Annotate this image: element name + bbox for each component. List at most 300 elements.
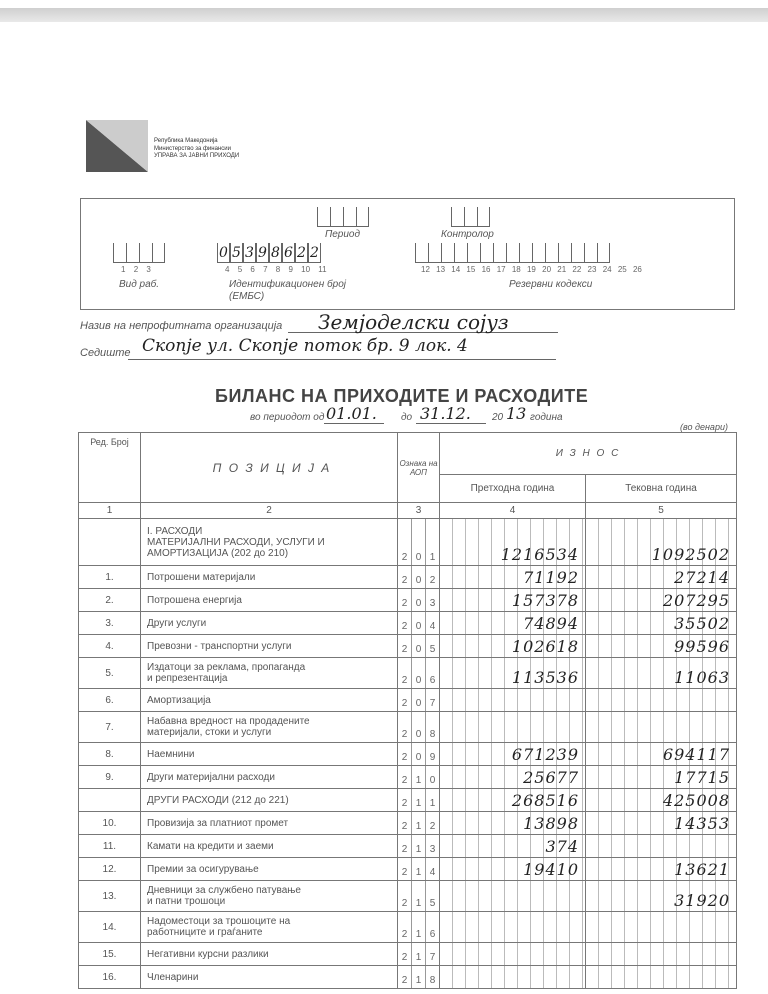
curr-amount-cells — [586, 943, 736, 965]
idx-4: 4 — [440, 503, 586, 519]
code-index-num: 3 — [146, 265, 151, 274]
prev-amount-value: 157378 — [511, 591, 579, 610]
code-index-num: 2 — [133, 265, 139, 274]
reserve-cell[interactable] — [558, 243, 571, 263]
curr-amount-value: 31920 — [674, 891, 731, 910]
col-curr-header: Тековна година — [586, 475, 737, 503]
row-curr-amount[interactable] — [586, 689, 737, 712]
row-prev-amount[interactable] — [440, 519, 586, 566]
row-curr-amount[interactable] — [586, 881, 737, 912]
row-curr-amount[interactable] — [586, 812, 737, 835]
code-index-num: 19 — [526, 265, 536, 274]
curr-amount-cells — [586, 966, 736, 988]
aop-code — [398, 766, 439, 788]
code-index-num: 13 — [436, 265, 446, 274]
aop-digit: 2 — [401, 698, 408, 709]
org-name-label: Назив на непрофитната организација — [80, 320, 283, 332]
aop-digit: 2 — [401, 729, 408, 740]
row-prev-amount[interactable] — [440, 566, 586, 589]
prev-amount-cells — [440, 943, 585, 965]
row-label — [141, 612, 398, 635]
reserve-cell[interactable] — [480, 243, 493, 263]
period-to-label: до — [401, 412, 413, 423]
aop-code — [398, 589, 439, 611]
row-label — [141, 658, 398, 689]
row-aop — [398, 635, 440, 658]
aop-digit: 0 — [411, 689, 425, 711]
aop-digit: 0 — [411, 635, 425, 657]
row-label-text: ДРУГИ РАСХОДИ (212 до 221) — [147, 794, 289, 806]
row-prev-amount[interactable] — [440, 912, 586, 943]
row-label-text: Потрошена енергија — [147, 594, 242, 606]
row-prev-amount[interactable] — [440, 635, 586, 658]
aop-digit: 1 — [411, 881, 425, 911]
row-label-text: Потрошени материјали — [147, 571, 256, 583]
id-digit-cell[interactable]: 0 — [217, 243, 230, 263]
prev-amount-value: 13898 — [523, 814, 579, 833]
code-index-num: 14 — [451, 265, 461, 274]
row-prev-amount[interactable] — [440, 812, 586, 835]
year-prefix: 20 — [492, 412, 504, 423]
row-aop — [398, 689, 440, 712]
year-label: година — [530, 412, 563, 423]
ministry-logo-icon — [86, 120, 148, 172]
curr-amount-cells — [586, 658, 736, 688]
row-label-text: Амортизација — [147, 694, 211, 706]
reserve-cell[interactable] — [493, 243, 506, 263]
row-prev-amount[interactable] — [440, 712, 586, 743]
curr-amount-cells — [586, 835, 736, 857]
row-curr-amount[interactable] — [586, 612, 737, 635]
row-num — [79, 519, 141, 566]
row-aop — [398, 858, 440, 881]
aop-digit: 0 — [411, 612, 425, 634]
row-label — [141, 589, 398, 612]
org-seat-label: Седиште — [80, 347, 131, 359]
table-row — [79, 858, 737, 881]
prev-amount-cells — [440, 766, 585, 788]
aop-digit: 9 — [425, 743, 439, 765]
table-row — [79, 789, 737, 812]
row-num: 4. — [79, 635, 141, 658]
prev-amount-value: 71192 — [523, 568, 579, 587]
reserve-cell[interactable] — [532, 243, 545, 263]
idx-2: 2 — [141, 503, 398, 519]
column-index-row — [79, 503, 737, 519]
row-label — [141, 943, 398, 966]
curr-amount-cells — [586, 743, 736, 765]
aop-digit: 4 — [425, 612, 439, 634]
idx-1: 1 — [79, 503, 141, 519]
row-num: 10. — [79, 812, 141, 835]
code-index-num: 10 — [301, 265, 311, 274]
row-curr-amount[interactable] — [586, 858, 737, 881]
aop-digit: 3 — [425, 835, 439, 857]
row-label-text: Наемнини — [147, 748, 195, 760]
prev-amount-value: 25677 — [523, 768, 579, 787]
code-index-num: 24 — [602, 265, 612, 274]
row-prev-amount[interactable] — [440, 881, 586, 912]
aop-code — [398, 912, 439, 942]
prev-amount-value: 113536 — [511, 668, 579, 687]
table-row — [79, 712, 737, 743]
code-index-num: 20 — [542, 265, 552, 274]
id-digit-cell[interactable]: 6 — [282, 243, 295, 263]
table-row — [79, 766, 737, 789]
code-index-num: 15 — [466, 265, 476, 274]
controller-cells[interactable] — [451, 207, 490, 227]
code-index-num: 22 — [572, 265, 582, 274]
aop-digit: 2 — [401, 621, 408, 632]
table-row — [79, 912, 737, 943]
aop-code — [398, 835, 439, 857]
row-label-text: Други материјални расходи — [147, 771, 275, 783]
aop-digit: 4 — [425, 858, 439, 880]
aop-digit: 5 — [425, 635, 439, 657]
curr-amount-cells — [586, 519, 736, 565]
prev-amount-cells — [440, 612, 585, 634]
curr-amount-value: 17715 — [674, 768, 731, 787]
prev-amount-cells — [440, 966, 585, 988]
balance-table — [78, 432, 737, 989]
curr-amount-value: 425008 — [662, 791, 731, 810]
aop-code — [398, 519, 439, 565]
aop-digit: 2 — [401, 867, 408, 878]
period-label: Период — [325, 229, 361, 240]
row-aop — [398, 943, 440, 966]
table-row — [79, 658, 737, 689]
row-aop — [398, 812, 440, 835]
row-label-text: Дневници за службено патување и патни трошоци — [147, 885, 301, 907]
row-label-text: Членарини — [147, 971, 199, 983]
prev-amount-cells — [440, 566, 585, 588]
prev-amount-cells — [440, 858, 585, 880]
row-prev-amount[interactable] — [440, 612, 586, 635]
row-aop — [398, 519, 440, 566]
org-seat-line — [128, 359, 556, 360]
code-index-num: 6 — [250, 265, 255, 274]
reserve-cell[interactable] — [415, 243, 428, 263]
row-prev-amount[interactable] — [440, 943, 586, 966]
prev-amount-cells — [440, 812, 585, 834]
aop-code — [398, 689, 439, 711]
aop-digit: 2 — [401, 552, 408, 563]
aop-digit: 2 — [401, 675, 408, 686]
col-aop-header: Ознака на АОП — [398, 433, 440, 503]
col-prev-header: Претходна година — [440, 475, 586, 503]
reserve-cell[interactable] — [454, 243, 467, 263]
row-prev-amount[interactable] — [440, 966, 586, 989]
aop-digit: 8 — [425, 966, 439, 988]
col-amount-header: И З Н О С — [440, 433, 737, 475]
row-num: 14. — [79, 912, 141, 943]
row-curr-amount[interactable] — [586, 912, 737, 943]
reserve-cell[interactable] — [428, 243, 441, 263]
code-index-num: 1 — [121, 265, 126, 274]
activity-cells[interactable] — [113, 243, 165, 263]
code-index-num: 8 — [275, 265, 281, 274]
id-digit-cell[interactable]: 2 — [308, 243, 321, 263]
aop-digit: 2 — [401, 752, 408, 763]
aop-digit: 2 — [401, 598, 408, 609]
curr-amount-cells — [586, 689, 736, 711]
row-num: 11. — [79, 835, 141, 858]
row-curr-amount[interactable] — [586, 743, 737, 766]
aop-code — [398, 566, 439, 588]
curr-amount-value: 99596 — [674, 637, 731, 656]
reserve-cell[interactable] — [597, 243, 610, 263]
prev-amount-cells — [440, 689, 585, 711]
row-label-text: Издатоци за реклама, пропаганда и репрезентација — [147, 662, 306, 684]
period-to-line — [416, 423, 486, 424]
curr-amount-cells — [586, 912, 736, 942]
row-aop — [398, 881, 440, 912]
aop-digit: 1 — [425, 519, 439, 565]
row-curr-amount[interactable] — [586, 519, 737, 566]
prev-amount-value: 1216534 — [500, 545, 579, 564]
code-index-num: 9 — [288, 265, 293, 274]
row-aop — [398, 835, 440, 858]
prev-amount-cells — [440, 589, 585, 611]
reserve-nums — [421, 265, 642, 274]
reserve-cell[interactable] — [545, 243, 558, 263]
row-curr-amount[interactable] — [586, 566, 737, 589]
code-index-num: 7 — [263, 265, 268, 274]
period-prefix: во периодот од — [250, 412, 325, 423]
aop-code — [398, 858, 439, 880]
aop-digit: 2 — [401, 844, 408, 855]
aop-digit: 6 — [425, 658, 439, 688]
row-prev-amount[interactable] — [440, 589, 586, 612]
prev-amount-cells — [440, 789, 585, 811]
row-label-text: I. РАСХОДИ МАТЕРИЈАЛНИ РАСХОДИ, УСЛУГИ И АМОРТИЗАЦИЈА (202 до 210) — [147, 525, 325, 559]
id-digit-cell[interactable]: 5 — [230, 243, 243, 263]
aop-digit: 2 — [401, 798, 408, 809]
aop-code — [398, 812, 439, 834]
reserve-cell[interactable] — [506, 243, 519, 263]
table-row — [79, 589, 737, 612]
controller-label: Контролор — [441, 229, 494, 240]
table-row — [79, 635, 737, 658]
row-curr-amount[interactable] — [586, 589, 737, 612]
reserve-cells[interactable] — [415, 243, 610, 263]
curr-amount-value: 13621 — [674, 860, 731, 879]
aop-digit: 1 — [411, 835, 425, 857]
row-label — [141, 519, 398, 566]
curr-amount-value: 27214 — [674, 568, 731, 587]
page-title: БИЛАНС НА ПРИХОДИТЕ И РАСХОДИТЕ — [215, 386, 589, 406]
table-row — [79, 566, 737, 589]
row-num: 15. — [79, 943, 141, 966]
row-label — [141, 712, 398, 743]
period-to[interactable]: 31.12. — [420, 404, 471, 423]
row-curr-amount[interactable] — [586, 943, 737, 966]
row-label — [141, 635, 398, 658]
code-index-num: 5 — [237, 265, 243, 274]
row-num: 13. — [79, 881, 141, 912]
row-label-text: Надоместоци за трошоците на работниците и граѓаните — [147, 916, 291, 938]
curr-amount-cells — [586, 881, 736, 911]
curr-amount-cells — [586, 766, 736, 788]
period-cells[interactable] — [317, 207, 369, 227]
org-name-value[interactable]: Земјоделски сојуз — [318, 310, 509, 334]
aop-digit: 0 — [411, 519, 425, 565]
row-label-text: Премии за осигурување — [147, 863, 259, 875]
row-num: 8. — [79, 743, 141, 766]
id-digit-cell[interactable]: 3 — [243, 243, 256, 263]
idx-3: 3 — [398, 503, 440, 519]
row-label — [141, 858, 398, 881]
aop-code — [398, 635, 439, 657]
table-row — [79, 835, 737, 858]
row-num: 2. — [79, 589, 141, 612]
year-suffix[interactable]: 13 — [506, 404, 527, 423]
aop-code — [398, 612, 439, 634]
id-digit-cell[interactable]: 2 — [295, 243, 308, 263]
row-curr-amount[interactable] — [586, 658, 737, 689]
reserve-label: Резервни кодекси — [509, 279, 593, 290]
code-index-num: 21 — [557, 265, 567, 274]
table-row — [79, 812, 737, 835]
reserve-cell[interactable] — [519, 243, 532, 263]
code-index-num: 11 — [318, 265, 327, 274]
reserve-cell[interactable] — [571, 243, 584, 263]
id-digit-cell[interactable]: 9 — [256, 243, 269, 263]
code-index-num: 25 — [617, 265, 627, 274]
prev-amount-cells — [440, 712, 585, 742]
prev-amount-cells — [440, 835, 585, 857]
row-label — [141, 566, 398, 589]
scan-top-edge — [0, 8, 768, 22]
curr-amount-value: 694117 — [662, 745, 731, 764]
row-num: 9. — [79, 766, 141, 789]
curr-amount-value: 1092502 — [651, 545, 731, 564]
row-curr-amount[interactable] — [586, 712, 737, 743]
row-curr-amount[interactable] — [586, 835, 737, 858]
row-curr-amount[interactable] — [586, 966, 737, 989]
col-position-header: П О З И Ц И Ј А — [141, 433, 398, 503]
id-label-embs: (ЕМБС) — [229, 291, 265, 302]
row-num: 12. — [79, 858, 141, 881]
row-label — [141, 881, 398, 912]
aop-code — [398, 789, 439, 811]
table-row — [79, 519, 737, 566]
reserve-cell[interactable] — [584, 243, 597, 263]
code-index-num: 26 — [632, 265, 642, 274]
aop-digit: 0 — [411, 658, 425, 688]
aop-digit: 0 — [411, 566, 425, 588]
row-num: 3. — [79, 612, 141, 635]
row-aop — [398, 743, 440, 766]
curr-amount-cells — [586, 789, 736, 811]
row-curr-amount[interactable] — [586, 766, 737, 789]
aop-digit: 1 — [425, 789, 439, 811]
aop-digit: 1 — [411, 789, 425, 811]
row-label-text: Негативни курсни разлики — [147, 948, 269, 960]
row-aop — [398, 912, 440, 943]
row-aop — [398, 766, 440, 789]
table-row — [79, 689, 737, 712]
curr-amount-cells — [586, 712, 736, 742]
row-num — [79, 789, 141, 812]
reserve-cell[interactable] — [441, 243, 454, 263]
row-prev-amount[interactable] — [440, 789, 586, 812]
aop-digit: 2 — [401, 898, 408, 909]
prev-amount-value: 74894 — [523, 614, 579, 633]
row-curr-amount[interactable] — [586, 635, 737, 658]
curr-amount-cells — [586, 858, 736, 880]
row-label — [141, 789, 398, 812]
aop-digit: 2 — [401, 775, 408, 786]
prev-amount-cells — [440, 912, 585, 942]
id-digit-cell[interactable]: 8 — [269, 243, 282, 263]
row-label — [141, 966, 398, 989]
row-label — [141, 689, 398, 712]
table-row — [79, 612, 737, 635]
row-aop — [398, 589, 440, 612]
aop-digit: 1 — [411, 912, 425, 942]
code-index-num: 16 — [481, 265, 491, 274]
row-prev-amount[interactable] — [440, 835, 586, 858]
reserve-cell[interactable] — [467, 243, 480, 263]
row-label — [141, 812, 398, 835]
activity-label: Вид раб. — [119, 279, 160, 290]
row-prev-amount[interactable] — [440, 689, 586, 712]
aop-digit: 1 — [411, 966, 425, 988]
aop-digit: 2 — [401, 644, 408, 655]
aop-digit: 2 — [425, 566, 439, 588]
id-label: Идентификационен број — [229, 279, 346, 290]
row-label-text: Камати на кредити и заеми — [147, 840, 274, 852]
org-seat-value[interactable]: Скопје ул. Скопје поток бр. 9 лок. 4 — [142, 336, 468, 356]
aop-code — [398, 743, 439, 765]
row-curr-amount[interactable] — [586, 789, 737, 812]
row-num: 6. — [79, 689, 141, 712]
table-row — [79, 943, 737, 966]
col-num-header: Ред. Број — [79, 433, 141, 503]
table-row — [79, 743, 737, 766]
row-prev-amount[interactable] — [440, 658, 586, 689]
aop-digit: 1 — [411, 858, 425, 880]
period-from[interactable]: 01.01. — [326, 404, 377, 423]
curr-amount-cells — [586, 612, 736, 634]
aop-digit: 2 — [425, 812, 439, 834]
row-prev-amount[interactable] — [440, 766, 586, 789]
row-aop — [398, 712, 440, 743]
row-prev-amount[interactable] — [440, 858, 586, 881]
id-nums — [225, 265, 327, 274]
row-label — [141, 912, 398, 943]
aop-digit: 2 — [401, 975, 408, 986]
aop-digit: 2 — [401, 575, 408, 586]
table-row — [79, 881, 737, 912]
aop-code — [398, 881, 439, 911]
prev-amount-cells — [440, 635, 585, 657]
aop-digit: 2 — [401, 929, 408, 940]
prev-amount-value: 374 — [545, 837, 579, 856]
row-prev-amount[interactable] — [440, 743, 586, 766]
prev-amount-cells — [440, 881, 585, 911]
row-aop — [398, 966, 440, 989]
aop-digit: 2 — [401, 952, 408, 963]
prev-amount-cells — [440, 658, 585, 688]
aop-digit: 7 — [425, 943, 439, 965]
prev-amount-cells — [440, 743, 585, 765]
curr-amount-value: 35502 — [674, 614, 731, 633]
row-label-text: Други услуги — [147, 617, 207, 629]
aop-code — [398, 966, 439, 988]
id-digit-cells[interactable] — [217, 243, 321, 263]
